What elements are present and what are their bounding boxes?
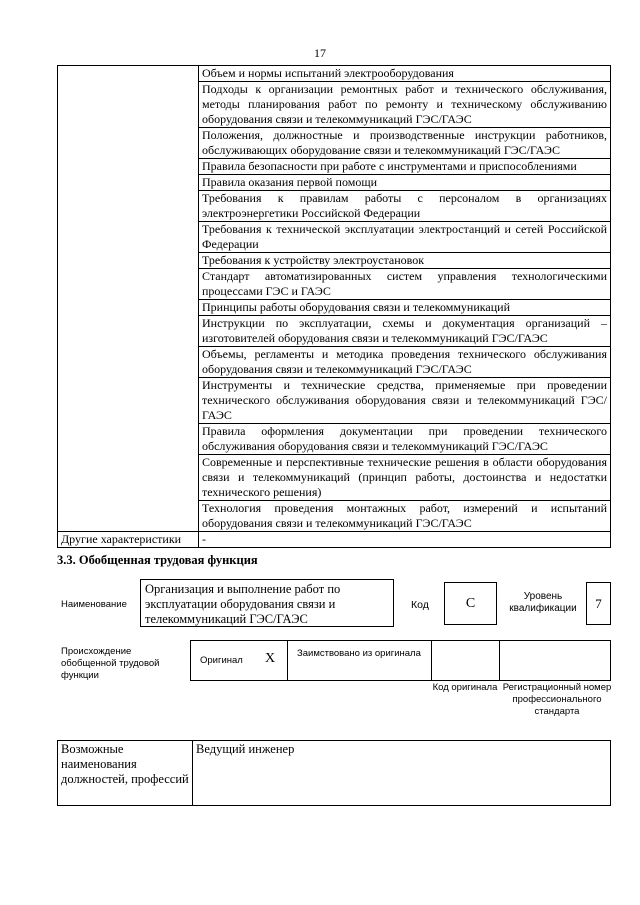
positions-table bbox=[57, 740, 611, 806]
table-row bbox=[58, 66, 611, 82]
level-label: Уровень квалификации bbox=[509, 591, 577, 614]
knowledge-item: Подходы к организации ремонтных работ и технического обслуживания, методы планирования работ по ремонту и техническому обслуживанию оборудования связи и телекоммуникаций ГЭС/ГАЭС bbox=[199, 82, 611, 128]
knowledge-item: Правила оформления документации при проведении технического обслуживания оборудования связи и телекоммуникаций ГЭС/ГАЭС bbox=[199, 424, 611, 455]
original-label: Оригинал bbox=[200, 655, 243, 666]
positions-label: Возможные наименования должностей, профессий bbox=[58, 741, 193, 806]
name-box bbox=[140, 579, 394, 627]
knowledge-item: Требования к технической эксплуатации электростанций и сетей Российской Федерации bbox=[199, 222, 611, 253]
page-number: 17 bbox=[314, 46, 326, 60]
knowledge-item: Инструменты и технические средства, применяемые при проведении технического обслуживания оборудования связи и телекоммуникаций ГЭС/ГАЭС bbox=[199, 378, 611, 424]
knowledge-item: Объемы, регламенты и методика проведения технического обслуживания оборудования связи и телекоммуникаций ГЭС/ГАЭС bbox=[199, 347, 611, 378]
code-value: C bbox=[465, 595, 476, 611]
knowledge-item: Принципы работы оборудования связи и телекоммуникаций bbox=[199, 300, 611, 316]
knowledge-table bbox=[57, 65, 611, 548]
knowledge-item: Объем и нормы испытаний электрооборудования bbox=[199, 66, 611, 82]
code-box bbox=[444, 582, 497, 625]
knowledge-item: Правила оказания первой помощи bbox=[199, 175, 611, 191]
code-label: Код bbox=[411, 599, 429, 611]
level-value: 7 bbox=[595, 595, 602, 611]
knowledge-item: Требования к устройству электроустановок bbox=[199, 253, 611, 269]
level-box bbox=[586, 582, 611, 625]
borrowed-label: Заимствовано из оригинала bbox=[297, 648, 421, 659]
knowledge-item: Стандарт автоматизированных систем управления технологическими процессами ГЭС и ГАЭС bbox=[199, 269, 611, 300]
knowledge-item: Современные и перспективные технические решения в области оборудования связи и телекоммуникаций (принцип работы, достоинства и недостатки технического решения) bbox=[199, 455, 611, 501]
knowledge-item: Требования к правилам работы с персоналом в организациях электроэнергетики Российской Федерации bbox=[199, 191, 611, 222]
original-code-label: Код оригинала bbox=[432, 682, 498, 693]
knowledge-item: Положения, должностные и производственные инструкции работников, обслуживающих оборудование связи и телекоммуникаций ГЭС/ГАЭС bbox=[199, 128, 611, 159]
section-title: 3.3. Обобщенная трудовая функция bbox=[57, 553, 258, 567]
knowledge-item: Правила безопасности при работе с инструментами и приспособлениями bbox=[199, 159, 611, 175]
knowledge-left-cell bbox=[58, 66, 199, 532]
origin-label: Происхождение обобщенной трудовой функции bbox=[61, 646, 160, 681]
table-row bbox=[58, 532, 611, 548]
knowledge-item: Технология проведения монтажных работ, измерений и испытаний оборудования связи и телекоммуникаций ГЭС/ГАЭС bbox=[199, 501, 611, 532]
reg-number-label: Регистрационный номер профессионального стандарта bbox=[502, 682, 612, 717]
name-value: Организация и выполнение работ по эксплуатации оборудования связи и телекоммуникаций ГЭС/ГАЭС bbox=[145, 582, 341, 626]
original-mark: X bbox=[265, 651, 276, 666]
other-characteristics-value: - bbox=[199, 532, 611, 548]
knowledge-item: Инструкции по эксплуатации, схемы и документация организаций – изготовителей оборудования связи и телекоммуникаций ГЭС/ГАЭС bbox=[199, 316, 611, 347]
other-characteristics-label: Другие характеристики bbox=[58, 532, 199, 548]
name-label: Наименование bbox=[61, 599, 127, 610]
origin-grid bbox=[190, 640, 611, 681]
positions-value: Ведущий инженер bbox=[193, 741, 611, 806]
